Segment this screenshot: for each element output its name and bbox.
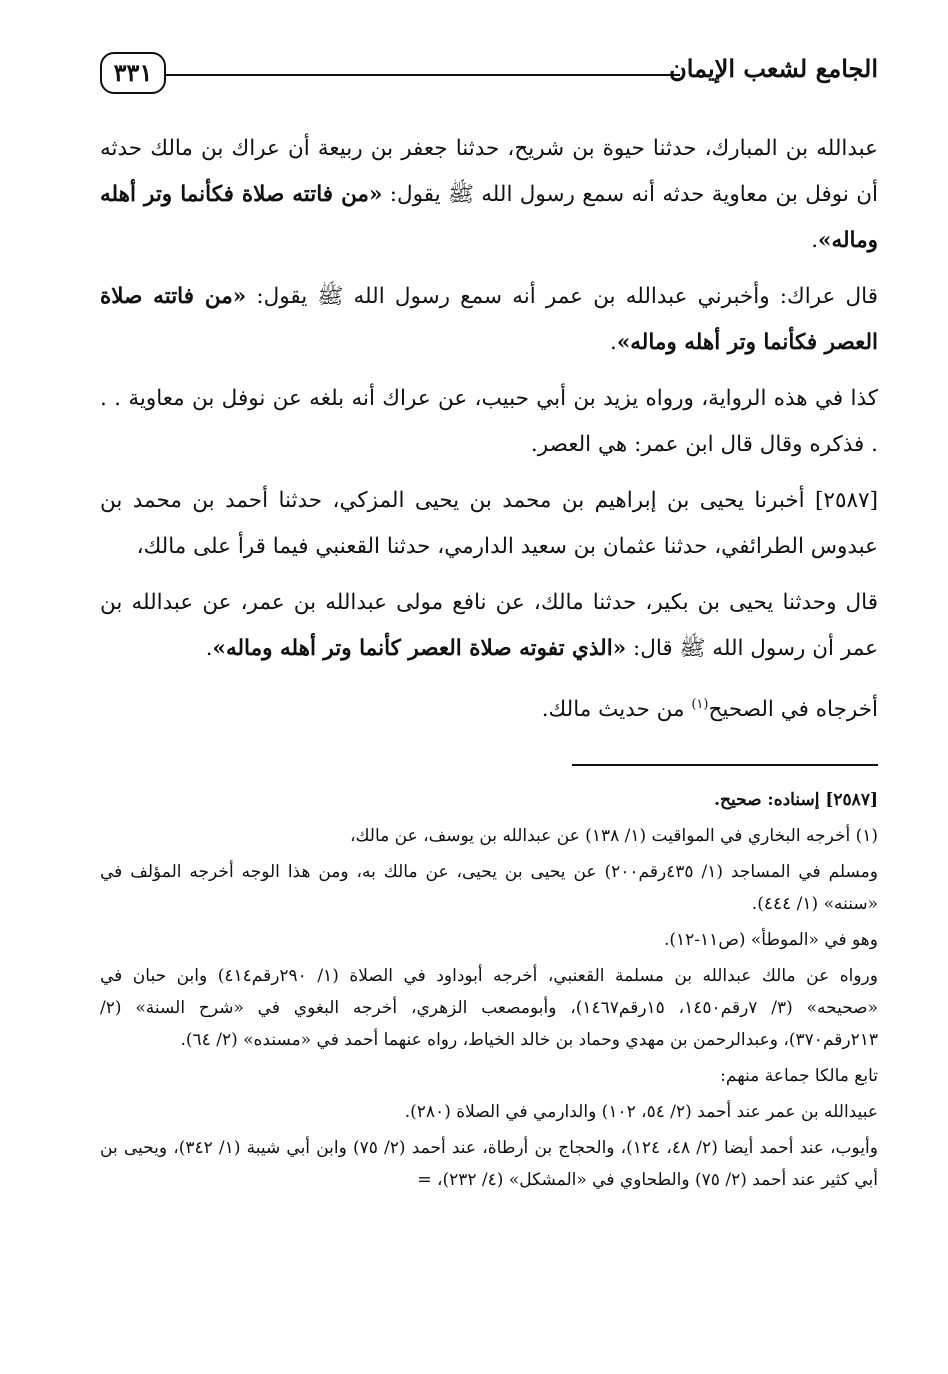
p5-text: قال وحدثنا يحيى بن بكير، حدثنا مالك، عن نافع مولى عبدالله بن عمر، عن عبدالله بن عمر أن رسول الله ﷺ قال: [100,590,878,661]
footnote-isnad-grade: [٢٥٨٧] إسناده: صحيح. [714,790,878,810]
footnote-2: ومسلم في المساجد (١/ ٤٣٥رقم٢٠٠) عن يحيى بن يحيى، عن مالك به، ومن هذا الوجه أخرجه المؤلف في «سننه» (١/ ٤٤٤). [100,862,878,914]
paragraph-3: كذا في هذه الرواية، ورواه يزيد بن أبي حبيب، عن عراك أنه بلغه عن نوفل بن معاوية . . . فذكره وقال قال ابن عمر: هي العصر. [100,386,878,457]
footnote-4: ورواه عن مالك عبدالله بن مسلمة القعنبي، أخرجه أبوداود في الصلاة (١/ ٢٩٠رقم٤١٤) وابن حبان في «صحيحه» (٣/ ٧رقم١٤٥٠، ١٥رقم١٤٦٧)، وأبومصعب الزهري، أخرجه البغوي في «شرح السنة» (٢/ ٢١٣رقم٣٧٠)، وعبدالرحمن بن مهدي وحماد بن خالد الخياط، رواه عنهما أحمد في «مسنده» (٢/ ٦٤). [100,966,879,1050]
p5-hadith-quote: «الذي تفوته صلاة العصر كأنما وتر أهله وماله» [212,636,627,661]
page-number: ٣٣١ [100,52,166,94]
header-rule [164,74,680,76]
footnotes [100,784,878,1200]
footnote-1: (١) أخرجه البخاري في المواقيت (١/ ١٣٨) عن عبدالله بن يوسف، عن مالك، [349,826,878,846]
paragraph-1 [100,126,878,264]
footnote-separator [572,764,878,766]
p5-end: . [205,636,213,661]
paragraph-4: [٢٥٨٧] أخبرنا يحيى بن إبراهيم بن محمد بن يحيى المزكي، حدثنا أحمد بن محمد بن عبدوس الطرائفي، حدثنا عثمان بن سعيد الدارمي، حدثنا القعنبي فيما قرأ على مالك، [100,488,878,559]
p6-text-b: من حديث مالك. [541,697,692,723]
p6-text-a: أخرجاه في الصحيح [708,697,878,723]
footnote-5: تابع مالكا جماعة منهم: [720,1066,878,1086]
p2-end: . [609,330,617,355]
p2-hadith-quote: «من فاتته صلاة العصر فكأنما وتر أهله وماله» [100,284,878,355]
page-header [100,52,878,102]
p2-text: قال عراك: وأخبرني عبدالله بن عمر أنه سمع رسول الله ﷺ يقول: [246,284,879,309]
p1-end: . [811,228,819,253]
running-title: الجامع لشعب الإيمان [669,54,878,83]
footnote-7: وأيوب، عند أحمد أيضا (٢/ ٤٨، ١٢٤)، والحجاج بن أرطاة، عند أحمد (٢/ ٧٥) وابن أبي شيبة (١/ ٣٤٢)، ويحيى بن أبي كثير عند أحمد (٢/ ٧٥) والطحاوي في «المشكل» (٤/ ٢٣٢)، = [100,1138,878,1190]
paragraph-5 [100,580,878,672]
footnote-6: عبيدالله بن عمر عند أحمد (٢/ ٥٤، ١٠٢) والدارمي في الصلاة (٢٨٠). [404,1102,878,1122]
footnote-3: وهو في «الموطأ» (ص١١-١٢). [663,930,878,950]
main-text [100,126,878,743]
footnote-marker: (١) [691,697,709,712]
paragraph-2 [100,274,878,366]
paragraph-6 [100,682,878,733]
p1-hadith-quote: «من فاتته صلاة فكأنما وتر أهله وماله» [100,182,878,253]
p1-text: عبدالله بن المبارك، حدثنا حيوة بن شريح، حدثنا جعفر بن ربيعة أن عراك بن مالك حدثه أن نوفل بن معاوية حدثه أنه سمع رسول الله ﷺ يقول: [100,136,878,207]
